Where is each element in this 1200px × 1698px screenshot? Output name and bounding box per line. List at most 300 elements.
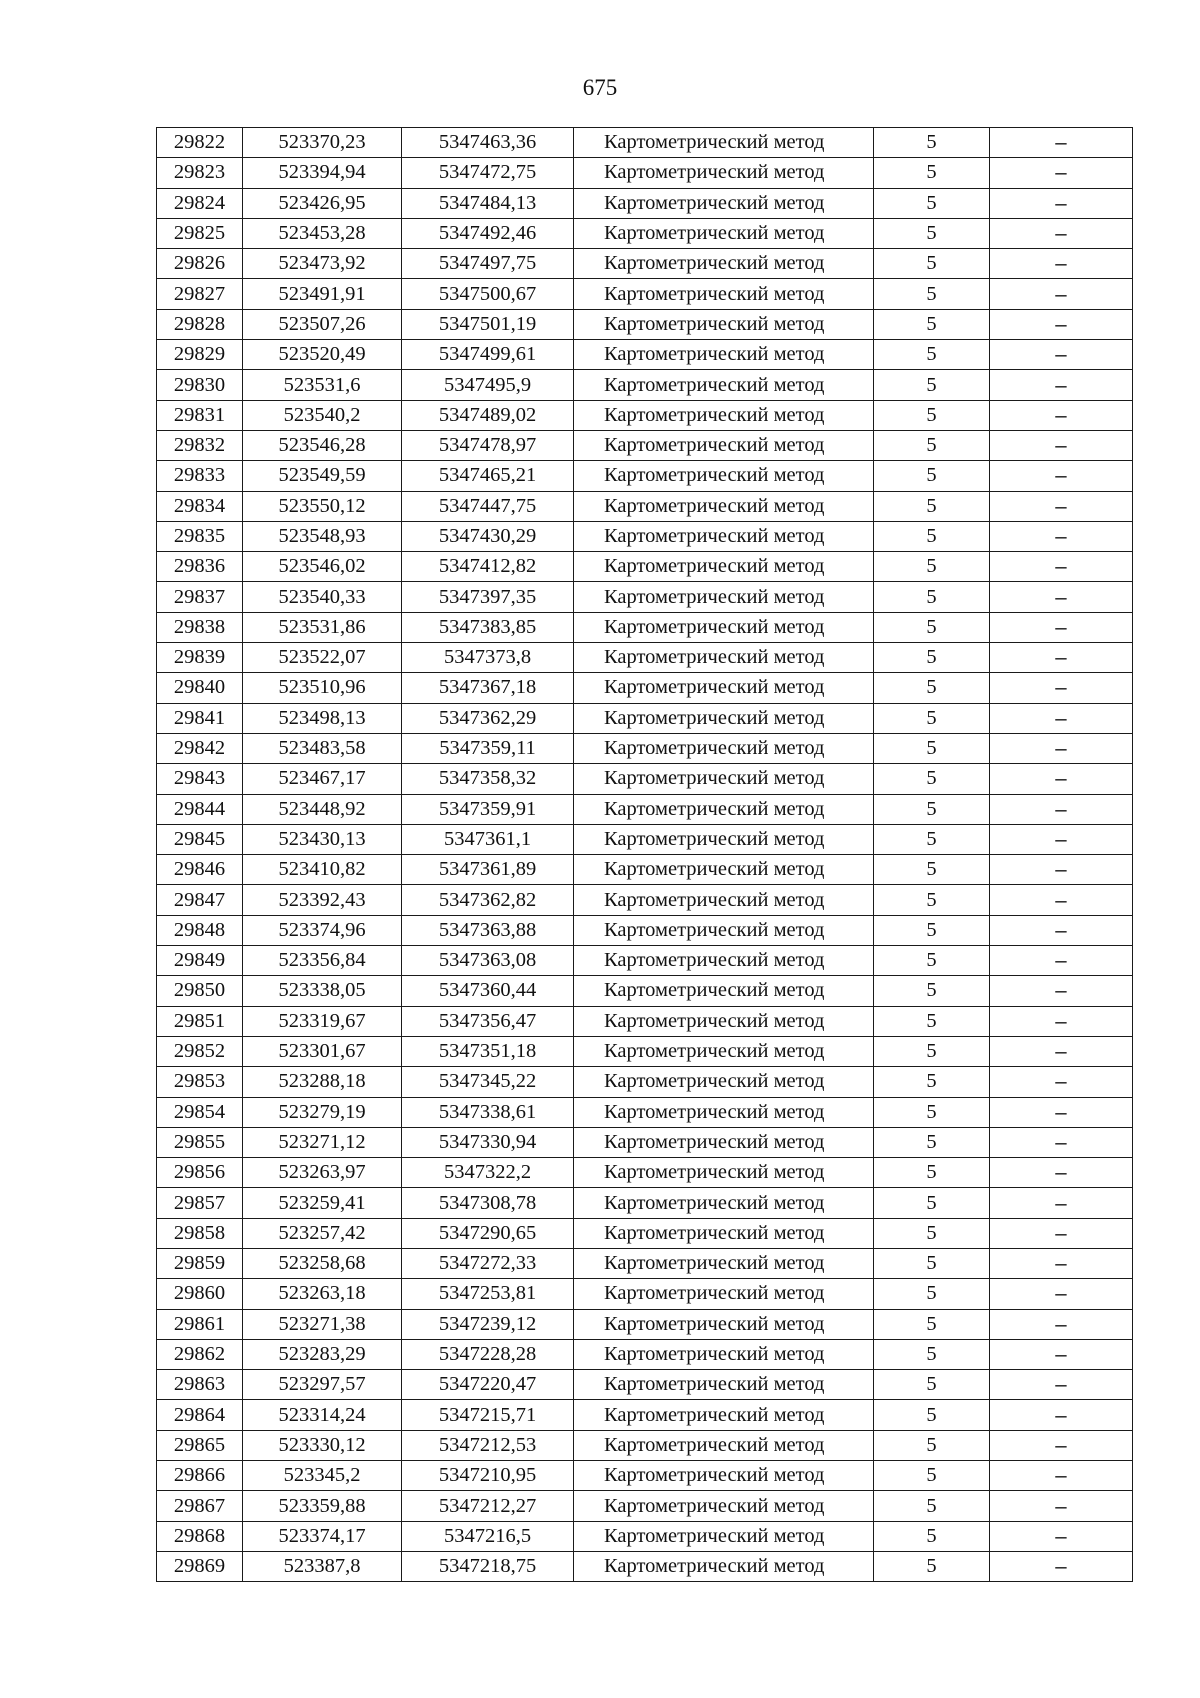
- accuracy-cell: 5: [874, 461, 990, 491]
- point-number-cell: 29827: [157, 279, 243, 309]
- point-number-cell: 29834: [157, 491, 243, 521]
- x-coordinate-cell: 523338,05: [243, 976, 402, 1006]
- table-row: [157, 733, 1133, 763]
- accuracy-cell: 5: [874, 552, 990, 582]
- method-cell: Картометрический метод: [574, 1127, 874, 1157]
- y-coordinate-cell: 5347345,22: [402, 1067, 574, 1097]
- point-number-cell: 29858: [157, 1218, 243, 1248]
- point-number-cell: 29840: [157, 673, 243, 703]
- accuracy-cell: 5: [874, 612, 990, 642]
- accuracy-cell: 5: [874, 1097, 990, 1127]
- note-cell: –: [990, 824, 1133, 854]
- method-cell: Картометрический метод: [574, 521, 874, 551]
- y-coordinate-cell: 5347492,46: [402, 218, 574, 248]
- x-coordinate-cell: 523550,12: [243, 491, 402, 521]
- y-coordinate-cell: 5347484,13: [402, 188, 574, 218]
- method-cell: Картометрический метод: [574, 1218, 874, 1248]
- table-row: [157, 1521, 1133, 1551]
- accuracy-cell: 5: [874, 1461, 990, 1491]
- accuracy-cell: 5: [874, 128, 990, 158]
- accuracy-cell: 5: [874, 885, 990, 915]
- accuracy-cell: 5: [874, 915, 990, 945]
- table-row: [157, 1551, 1133, 1581]
- x-coordinate-cell: 523531,86: [243, 612, 402, 642]
- table-row: [157, 855, 1133, 885]
- y-coordinate-cell: 5347210,95: [402, 1461, 574, 1491]
- method-cell: Картометрический метод: [574, 309, 874, 339]
- accuracy-cell: 5: [874, 1158, 990, 1188]
- method-cell: Картометрический метод: [574, 824, 874, 854]
- table-row: [157, 1309, 1133, 1339]
- accuracy-cell: 5: [874, 249, 990, 279]
- note-cell: –: [990, 855, 1133, 885]
- note-cell: –: [990, 552, 1133, 582]
- accuracy-cell: 5: [874, 1067, 990, 1097]
- note-cell: –: [990, 794, 1133, 824]
- y-coordinate-cell: 5347212,53: [402, 1430, 574, 1460]
- point-number-cell: 29867: [157, 1491, 243, 1521]
- point-number-cell: 29822: [157, 128, 243, 158]
- accuracy-cell: 5: [874, 491, 990, 521]
- point-number-cell: 29850: [157, 976, 243, 1006]
- point-number-cell: 29842: [157, 733, 243, 763]
- x-coordinate-cell: 523549,59: [243, 461, 402, 491]
- y-coordinate-cell: 5347367,18: [402, 673, 574, 703]
- table-row: [157, 1006, 1133, 1036]
- table-row: [157, 461, 1133, 491]
- table-row: [157, 1218, 1133, 1248]
- note-cell: –: [990, 370, 1133, 400]
- method-cell: Картометрический метод: [574, 673, 874, 703]
- note-cell: –: [990, 582, 1133, 612]
- note-cell: –: [990, 521, 1133, 551]
- y-coordinate-cell: 5347363,08: [402, 946, 574, 976]
- method-cell: Картометрический метод: [574, 1521, 874, 1551]
- point-number-cell: 29846: [157, 855, 243, 885]
- x-coordinate-cell: 523540,33: [243, 582, 402, 612]
- note-cell: –: [990, 158, 1133, 188]
- accuracy-cell: 5: [874, 1188, 990, 1218]
- table-row: [157, 1461, 1133, 1491]
- note-cell: –: [990, 218, 1133, 248]
- x-coordinate-cell: 523271,12: [243, 1127, 402, 1157]
- accuracy-cell: 5: [874, 1218, 990, 1248]
- method-cell: Картометрический метод: [574, 1491, 874, 1521]
- x-coordinate-cell: 523520,49: [243, 340, 402, 370]
- method-cell: Картометрический метод: [574, 1461, 874, 1491]
- method-cell: Картометрический метод: [574, 1400, 874, 1430]
- y-coordinate-cell: 5347362,82: [402, 885, 574, 915]
- x-coordinate-cell: 523263,97: [243, 1158, 402, 1188]
- accuracy-cell: 5: [874, 1430, 990, 1460]
- x-coordinate-cell: 523330,12: [243, 1430, 402, 1460]
- point-number-cell: 29849: [157, 946, 243, 976]
- point-number-cell: 29866: [157, 1461, 243, 1491]
- x-coordinate-cell: 523257,42: [243, 1218, 402, 1248]
- y-coordinate-cell: 5347358,32: [402, 764, 574, 794]
- y-coordinate-cell: 5347330,94: [402, 1127, 574, 1157]
- note-cell: –: [990, 1370, 1133, 1400]
- note-cell: –: [990, 279, 1133, 309]
- method-cell: Картометрический метод: [574, 552, 874, 582]
- accuracy-cell: 5: [874, 764, 990, 794]
- method-cell: Картометрический метод: [574, 340, 874, 370]
- y-coordinate-cell: 5347478,97: [402, 430, 574, 460]
- note-cell: –: [990, 1339, 1133, 1369]
- method-cell: Картометрический метод: [574, 1158, 874, 1188]
- accuracy-cell: 5: [874, 582, 990, 612]
- method-cell: Картометрический метод: [574, 430, 874, 460]
- table-row: [157, 1127, 1133, 1157]
- point-number-cell: 29865: [157, 1430, 243, 1460]
- accuracy-cell: 5: [874, 1400, 990, 1430]
- note-cell: –: [990, 1127, 1133, 1157]
- x-coordinate-cell: 523263,18: [243, 1279, 402, 1309]
- note-cell: –: [990, 1188, 1133, 1218]
- accuracy-cell: 5: [874, 1339, 990, 1369]
- table-row: [157, 1370, 1133, 1400]
- y-coordinate-cell: 5347356,47: [402, 1006, 574, 1036]
- accuracy-cell: 5: [874, 188, 990, 218]
- method-cell: Картометрический метод: [574, 643, 874, 673]
- x-coordinate-cell: 523314,24: [243, 1400, 402, 1430]
- table-row: [157, 764, 1133, 794]
- note-cell: –: [990, 643, 1133, 673]
- coordinates-table-body: [157, 128, 1133, 1582]
- note-cell: –: [990, 1218, 1133, 1248]
- y-coordinate-cell: 5347322,2: [402, 1158, 574, 1188]
- accuracy-cell: 5: [874, 733, 990, 763]
- accuracy-cell: 5: [874, 218, 990, 248]
- accuracy-cell: 5: [874, 673, 990, 703]
- y-coordinate-cell: 5347373,8: [402, 643, 574, 673]
- x-coordinate-cell: 523507,26: [243, 309, 402, 339]
- y-coordinate-cell: 5347397,35: [402, 582, 574, 612]
- x-coordinate-cell: 523540,2: [243, 400, 402, 430]
- x-coordinate-cell: 523473,92: [243, 249, 402, 279]
- note-cell: –: [990, 885, 1133, 915]
- point-number-cell: 29828: [157, 309, 243, 339]
- table-row: [157, 340, 1133, 370]
- accuracy-cell: 5: [874, 1491, 990, 1521]
- method-cell: Картометрический метод: [574, 612, 874, 642]
- method-cell: Картометрический метод: [574, 1430, 874, 1460]
- accuracy-cell: 5: [874, 1006, 990, 1036]
- table-row: [157, 188, 1133, 218]
- x-coordinate-cell: 523283,29: [243, 1339, 402, 1369]
- y-coordinate-cell: 5347465,21: [402, 461, 574, 491]
- method-cell: Картометрический метод: [574, 249, 874, 279]
- accuracy-cell: 5: [874, 340, 990, 370]
- method-cell: Картометрический метод: [574, 1551, 874, 1581]
- x-coordinate-cell: 523483,58: [243, 733, 402, 763]
- x-coordinate-cell: 523410,82: [243, 855, 402, 885]
- method-cell: Картометрический метод: [574, 582, 874, 612]
- point-number-cell: 29839: [157, 643, 243, 673]
- x-coordinate-cell: 523394,94: [243, 158, 402, 188]
- x-coordinate-cell: 523258,68: [243, 1248, 402, 1278]
- method-cell: Картометрический метод: [574, 1279, 874, 1309]
- x-coordinate-cell: 523426,95: [243, 188, 402, 218]
- method-cell: Картометрический метод: [574, 461, 874, 491]
- y-coordinate-cell: 5347218,75: [402, 1551, 574, 1581]
- accuracy-cell: 5: [874, 1248, 990, 1278]
- x-coordinate-cell: 523374,17: [243, 1521, 402, 1551]
- x-coordinate-cell: 523345,2: [243, 1461, 402, 1491]
- note-cell: –: [990, 764, 1133, 794]
- accuracy-cell: 5: [874, 855, 990, 885]
- x-coordinate-cell: 523467,17: [243, 764, 402, 794]
- point-number-cell: 29837: [157, 582, 243, 612]
- y-coordinate-cell: 5347308,78: [402, 1188, 574, 1218]
- point-number-cell: 29856: [157, 1158, 243, 1188]
- point-number-cell: 29857: [157, 1188, 243, 1218]
- note-cell: –: [990, 1521, 1133, 1551]
- point-number-cell: 29859: [157, 1248, 243, 1278]
- y-coordinate-cell: 5347383,85: [402, 612, 574, 642]
- point-number-cell: 29860: [157, 1279, 243, 1309]
- y-coordinate-cell: 5347500,67: [402, 279, 574, 309]
- point-number-cell: 29868: [157, 1521, 243, 1551]
- note-cell: –: [990, 1006, 1133, 1036]
- accuracy-cell: 5: [874, 794, 990, 824]
- method-cell: Картометрический метод: [574, 370, 874, 400]
- method-cell: Картометрический метод: [574, 128, 874, 158]
- method-cell: Картометрический метод: [574, 703, 874, 733]
- method-cell: Картометрический метод: [574, 1309, 874, 1339]
- note-cell: –: [990, 1279, 1133, 1309]
- table-row: [157, 885, 1133, 915]
- method-cell: Картометрический метод: [574, 1067, 874, 1097]
- point-number-cell: 29836: [157, 552, 243, 582]
- method-cell: Картометрический метод: [574, 1006, 874, 1036]
- table-row: [157, 1339, 1133, 1369]
- point-number-cell: 29835: [157, 521, 243, 551]
- note-cell: –: [990, 976, 1133, 1006]
- accuracy-cell: 5: [874, 370, 990, 400]
- note-cell: –: [990, 1309, 1133, 1339]
- table-row: [157, 703, 1133, 733]
- y-coordinate-cell: 5347359,11: [402, 733, 574, 763]
- note-cell: –: [990, 430, 1133, 460]
- y-coordinate-cell: 5347501,19: [402, 309, 574, 339]
- note-cell: –: [990, 1097, 1133, 1127]
- table-row: [157, 976, 1133, 1006]
- point-number-cell: 29824: [157, 188, 243, 218]
- method-cell: Картометрический метод: [574, 188, 874, 218]
- accuracy-cell: 5: [874, 1279, 990, 1309]
- accuracy-cell: 5: [874, 158, 990, 188]
- y-coordinate-cell: 5347253,81: [402, 1279, 574, 1309]
- table-row: [157, 279, 1133, 309]
- x-coordinate-cell: 523387,8: [243, 1551, 402, 1581]
- y-coordinate-cell: 5347361,1: [402, 824, 574, 854]
- method-cell: Картометрический метод: [574, 915, 874, 945]
- table-row: [157, 1491, 1133, 1521]
- y-coordinate-cell: 5347239,12: [402, 1309, 574, 1339]
- y-coordinate-cell: 5347338,61: [402, 1097, 574, 1127]
- note-cell: –: [990, 1491, 1133, 1521]
- accuracy-cell: 5: [874, 309, 990, 339]
- note-cell: –: [990, 915, 1133, 945]
- accuracy-cell: 5: [874, 1370, 990, 1400]
- method-cell: Картометрический метод: [574, 1036, 874, 1066]
- point-number-cell: 29826: [157, 249, 243, 279]
- y-coordinate-cell: 5347272,33: [402, 1248, 574, 1278]
- x-coordinate-cell: 523448,92: [243, 794, 402, 824]
- note-cell: –: [990, 1551, 1133, 1581]
- accuracy-cell: 5: [874, 976, 990, 1006]
- x-coordinate-cell: 523259,41: [243, 1188, 402, 1218]
- method-cell: Картометрический метод: [574, 1188, 874, 1218]
- accuracy-cell: 5: [874, 400, 990, 430]
- y-coordinate-cell: 5347412,82: [402, 552, 574, 582]
- note-cell: –: [990, 188, 1133, 218]
- point-number-cell: 29855: [157, 1127, 243, 1157]
- x-coordinate-cell: 523279,19: [243, 1097, 402, 1127]
- point-number-cell: 29841: [157, 703, 243, 733]
- y-coordinate-cell: 5347361,89: [402, 855, 574, 885]
- point-number-cell: 29823: [157, 158, 243, 188]
- x-coordinate-cell: 523297,57: [243, 1370, 402, 1400]
- y-coordinate-cell: 5347447,75: [402, 491, 574, 521]
- accuracy-cell: 5: [874, 1127, 990, 1157]
- table-row: [157, 400, 1133, 430]
- point-number-cell: 29829: [157, 340, 243, 370]
- point-number-cell: 29848: [157, 915, 243, 945]
- note-cell: –: [990, 1158, 1133, 1188]
- y-coordinate-cell: 5347216,5: [402, 1521, 574, 1551]
- table-row: [157, 794, 1133, 824]
- point-number-cell: 29833: [157, 461, 243, 491]
- y-coordinate-cell: 5347463,36: [402, 128, 574, 158]
- table-row: [157, 1400, 1133, 1430]
- x-coordinate-cell: 523370,23: [243, 128, 402, 158]
- point-number-cell: 29832: [157, 430, 243, 460]
- note-cell: –: [990, 340, 1133, 370]
- method-cell: Картометрический метод: [574, 855, 874, 885]
- method-cell: Картометрический метод: [574, 976, 874, 1006]
- point-number-cell: 29838: [157, 612, 243, 642]
- y-coordinate-cell: 5347360,44: [402, 976, 574, 1006]
- method-cell: Картометрический метод: [574, 158, 874, 188]
- y-coordinate-cell: 5347228,28: [402, 1339, 574, 1369]
- accuracy-cell: 5: [874, 279, 990, 309]
- note-cell: –: [990, 1400, 1133, 1430]
- accuracy-cell: 5: [874, 1309, 990, 1339]
- method-cell: Картометрический метод: [574, 764, 874, 794]
- accuracy-cell: 5: [874, 703, 990, 733]
- table-row: [157, 1067, 1133, 1097]
- note-cell: –: [990, 309, 1133, 339]
- note-cell: –: [990, 400, 1133, 430]
- page-number: 675: [582, 75, 618, 100]
- y-coordinate-cell: 5347215,71: [402, 1400, 574, 1430]
- point-number-cell: 29852: [157, 1036, 243, 1066]
- y-coordinate-cell: 5347363,88: [402, 915, 574, 945]
- y-coordinate-cell: 5347499,61: [402, 340, 574, 370]
- table-row: [157, 1036, 1133, 1066]
- note-cell: –: [990, 946, 1133, 976]
- table-row: [157, 1248, 1133, 1278]
- x-coordinate-cell: 523453,28: [243, 218, 402, 248]
- coordinates-table: [156, 127, 1133, 1582]
- method-cell: Картометрический метод: [574, 1097, 874, 1127]
- table-row: [157, 370, 1133, 400]
- table-row: [157, 1188, 1133, 1218]
- table-row: [157, 643, 1133, 673]
- note-cell: –: [990, 1430, 1133, 1460]
- note-cell: –: [990, 1067, 1133, 1097]
- x-coordinate-cell: 523288,18: [243, 1067, 402, 1097]
- point-number-cell: 29831: [157, 400, 243, 430]
- x-coordinate-cell: 523510,96: [243, 673, 402, 703]
- x-coordinate-cell: 523392,43: [243, 885, 402, 915]
- y-coordinate-cell: 5347220,47: [402, 1370, 574, 1400]
- accuracy-cell: 5: [874, 1036, 990, 1066]
- note-cell: –: [990, 703, 1133, 733]
- accuracy-cell: 5: [874, 1521, 990, 1551]
- table-row: [157, 249, 1133, 279]
- accuracy-cell: 5: [874, 824, 990, 854]
- note-cell: –: [990, 612, 1133, 642]
- y-coordinate-cell: 5347472,75: [402, 158, 574, 188]
- x-coordinate-cell: 523546,28: [243, 430, 402, 460]
- y-coordinate-cell: 5347359,91: [402, 794, 574, 824]
- note-cell: –: [990, 733, 1133, 763]
- note-cell: –: [990, 1461, 1133, 1491]
- x-coordinate-cell: 523271,38: [243, 1309, 402, 1339]
- table-row: [157, 1158, 1133, 1188]
- method-cell: Картометрический метод: [574, 885, 874, 915]
- method-cell: Картометрический метод: [574, 733, 874, 763]
- accuracy-cell: 5: [874, 521, 990, 551]
- accuracy-cell: 5: [874, 1551, 990, 1581]
- table-row: [157, 673, 1133, 703]
- point-number-cell: 29851: [157, 1006, 243, 1036]
- x-coordinate-cell: 523319,67: [243, 1006, 402, 1036]
- table-row: [157, 1097, 1133, 1127]
- method-cell: Картометрический метод: [574, 946, 874, 976]
- table-row: [157, 1279, 1133, 1309]
- table-row: [157, 158, 1133, 188]
- x-coordinate-cell: 523430,13: [243, 824, 402, 854]
- point-number-cell: 29869: [157, 1551, 243, 1581]
- table-row: [157, 430, 1133, 460]
- y-coordinate-cell: 5347495,9: [402, 370, 574, 400]
- point-number-cell: 29862: [157, 1339, 243, 1369]
- point-number-cell: 29854: [157, 1097, 243, 1127]
- point-number-cell: 29844: [157, 794, 243, 824]
- point-number-cell: 29825: [157, 218, 243, 248]
- table-row: [157, 1430, 1133, 1460]
- point-number-cell: 29863: [157, 1370, 243, 1400]
- method-cell: Картометрический метод: [574, 1248, 874, 1278]
- note-cell: –: [990, 673, 1133, 703]
- note-cell: –: [990, 128, 1133, 158]
- y-coordinate-cell: 5347497,75: [402, 249, 574, 279]
- table-row: [157, 128, 1133, 158]
- x-coordinate-cell: 523531,6: [243, 370, 402, 400]
- method-cell: Картометрический метод: [574, 400, 874, 430]
- x-coordinate-cell: 523374,96: [243, 915, 402, 945]
- point-number-cell: 29847: [157, 885, 243, 915]
- y-coordinate-cell: 5347430,29: [402, 521, 574, 551]
- x-coordinate-cell: 523522,07: [243, 643, 402, 673]
- y-coordinate-cell: 5347362,29: [402, 703, 574, 733]
- method-cell: Картометрический метод: [574, 794, 874, 824]
- y-coordinate-cell: 5347351,18: [402, 1036, 574, 1066]
